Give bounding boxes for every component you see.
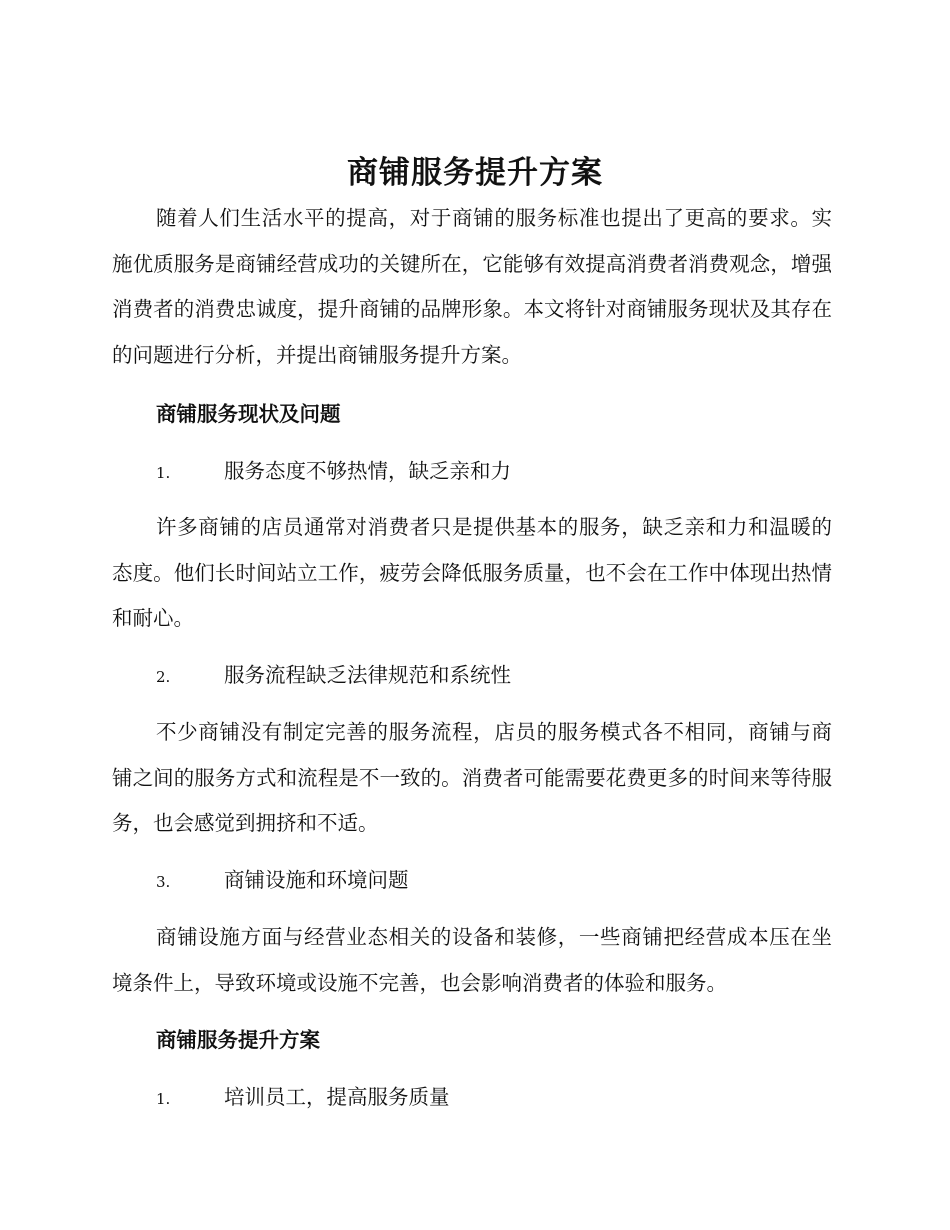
section-heading-status: 商铺服务现状及问题 [156,402,341,426]
list-item-title: 服务态度不够热情，缺乏亲和力 [224,459,511,483]
intro-paragraph: 随着人们生活水平的提高，对于商铺的服务标准也提出了更高的要求。实施优质服务是商铺经营成功的关键所在，它能够有效提高消费者消费观念，增强消费者的消费忠诚度，提升商铺的品牌形象。本文将针对商铺服务现状及其存在的问题进行分析，并提出商铺服务提升方案。 [112,206,832,367]
list-number: 1. [156,1090,171,1108]
list-item-1 [156,456,511,488]
plan-item-1 [156,1082,450,1114]
section-heading-plan: 商铺服务提升方案 [156,1028,320,1052]
list-number: 3. [156,873,171,891]
body-paragraph-1: 许多商铺的店员通常对消费者只是提供基本的服务，缺乏亲和力和温暖的态度。他们长时间站立工作，疲劳会降低服务质量，也不会在工作中体现出热情和耐心。 [112,515,832,631]
body-paragraph-2: 不少商铺没有制定完善的服务流程，店员的服务模式各不相同，商铺与商铺之间的服务方式和流程是不一致的。消费者可能需要花费更多的时间来等待服务，也会感觉到拥挤和不适。 [112,720,832,836]
list-item-3 [156,865,409,897]
body-paragraph-3: 商铺设施方面与经营业态相关的设备和装修，一些商铺把经营成本压在坐境条件上，导致环境或设施不完善，也会影响消费者的体验和服务。 [112,925,832,995]
list-number: 1. [156,464,171,482]
list-item-title: 培训员工，提高服务质量 [224,1085,450,1109]
list-item-2 [156,660,511,692]
list-number: 2. [156,668,171,686]
list-item-title: 服务流程缺乏法律规范和系统性 [224,663,511,687]
document-title: 商铺服务提升方案 [347,155,603,191]
list-item-title: 商铺设施和环境问题 [224,868,409,892]
